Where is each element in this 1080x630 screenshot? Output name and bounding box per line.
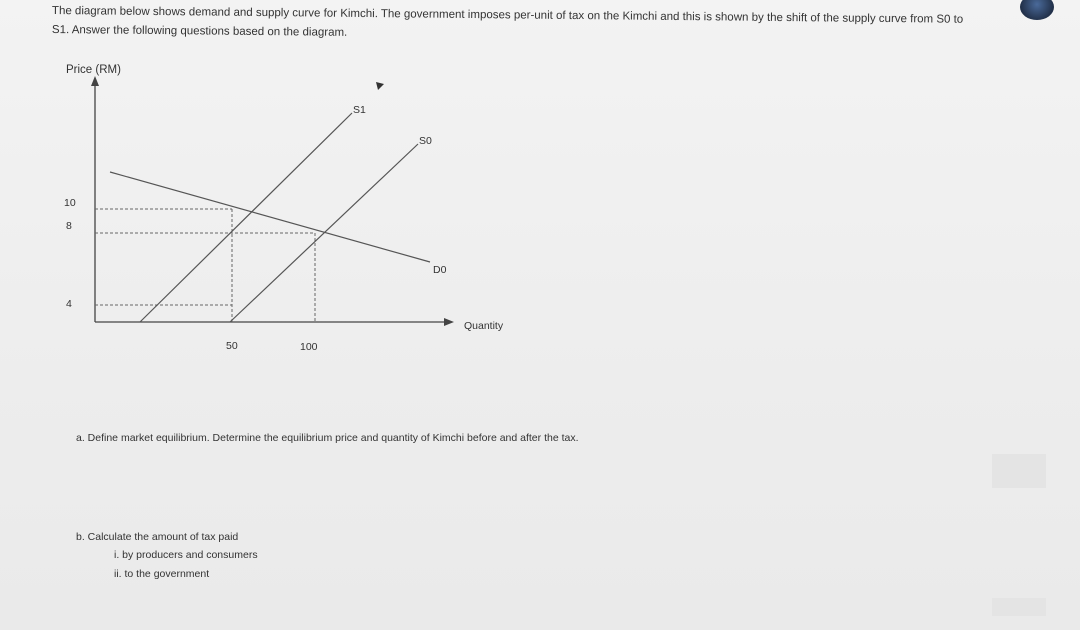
intro-text-line-1: The diagram below shows demand and supply curve for Kimchi. The government imposes per-unit of tax on the Kimchi and this is shown by the shift of the supply curve from S0 to [51,5,964,26]
price-tick-10: 10 [64,197,76,209]
question-b: b. Calculate the amount of tax paid [76,531,239,543]
x-axis-label: Quantity [464,320,504,332]
quantity-tick-50: 50 [226,340,238,352]
quantity-tick-100: 100 [300,341,318,353]
demand-curve-d0 [110,172,430,262]
question-a: a. Define market equilibrium. Determine the equilibrium price and quantity of Kimchi before and after the tax. [76,432,579,444]
question-b-ii: ii. to the government [114,568,210,580]
shift-arrow-head [376,82,384,90]
supply-curve-s1 [140,113,352,322]
question-b-i: i. by producers and consumers [114,549,258,561]
y-axis-label: Price (RM) [66,64,121,76]
side-panel-fragment [992,454,1046,488]
side-panel-fragment [992,598,1046,616]
intro-text-line-2: S1. Answer the following questions based on the diagram. [51,24,348,39]
quantity-axis-arrow [444,318,454,326]
supply-curve-s1-label: S1 [353,104,366,116]
supply-curve-s0 [230,144,418,322]
supply-curve-s0-label: S0 [419,135,432,147]
price-tick-8: 8 [66,220,72,232]
demand-curve-label: D0 [433,264,447,276]
price-tick-4: 4 [66,298,72,310]
price-axis-arrow [91,76,99,86]
